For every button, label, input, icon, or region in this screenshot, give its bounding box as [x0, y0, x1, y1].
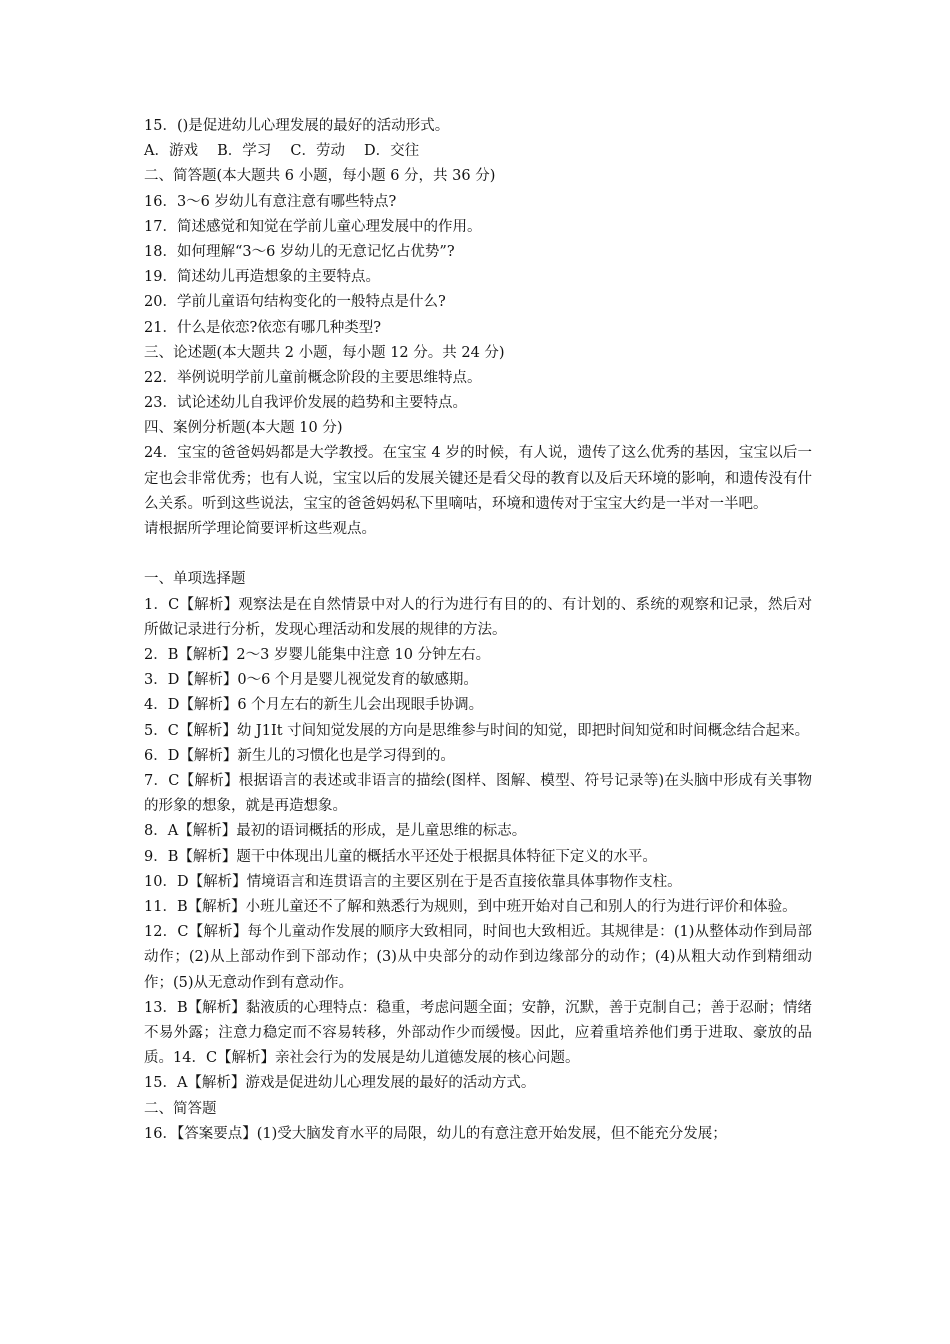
document-page — [144, 114, 812, 1147]
question-17: 17．简述感觉和知觉在学前儿童心理发展中的作用。 — [144, 218, 482, 235]
answer-10: 10．D【解析】情境语言和连贯语言的主要区别在于是否直接依靠具体事物作支柱。 — [144, 873, 682, 890]
answer-6: 6．D【解析】新生儿的习惯化也是学习得到的。 — [144, 747, 455, 764]
section-heading-short-answer: 二、简答题(本大题共 6 小题，每小题 6 分，共 36 分) — [144, 168, 496, 185]
question-21: 21．什么是依恋?依恋有哪几种类型? — [144, 319, 381, 336]
section-heading-essay: 三、论述题(本大题共 2 小题，每小题 12 分。共 24 分) — [144, 344, 505, 361]
question-23: 23．试论述幼儿自我评价发展的趋势和主要特点。 — [144, 395, 467, 412]
question-18: 18．如何理解“3～6 岁幼儿的无意记忆占优势”? — [144, 243, 455, 260]
answer-2: 2．B【解析】2～3 岁婴儿能集中注意 10 分钟左右。 — [144, 647, 491, 664]
answer-15: 15．A【解析】游戏是促进幼儿心理发展的最好的活动方式。 — [144, 1075, 536, 1092]
question-19: 19．简述幼儿再造想象的主要特点。 — [144, 269, 380, 286]
answer-3: 3．D【解析】0～6 个月是婴儿视觉发育的敏感期。 — [144, 672, 478, 689]
answer-16: 16．【答案要点】(1)受大脑发育水平的局限，幼儿的有意注意开始发展，但不能充分发展； — [144, 1125, 727, 1142]
section-heading-case-analysis: 四、案例分析题(本大题 10 分) — [144, 420, 343, 437]
answer-5: 5．C【解析】幼 J1It 寸间知觉发展的方向是思维参与时间的知觉，即把时间知觉和时间概念结合起来。 — [144, 722, 810, 739]
question-16: 16．3～6 岁幼儿有意注意有哪些特点? — [144, 193, 397, 210]
question-22: 22．举例说明学前儿童前概念阶段的主要思维特点。 — [144, 369, 482, 386]
answer-section-heading-choice: 一、单项选择题 — [144, 571, 246, 588]
answer-8: 8．A【解析】最初的语词概括的形成，是儿童思维的标志。 — [144, 823, 527, 840]
answer-12: 12．C【解析】每个儿童动作发展的顺序大致相同，时间也大致相近。其规律是：(1)从整体动作到局部动作；(2)从上部动作到下部动作；(3)从中央部分的动作到边缘部分的动作；(4)从粗大动作到精细动作；(5)从无意动作到有意动作。 — [144, 924, 812, 991]
answer-13-14: 13．B【解析】黏液质的心理特点：稳重，考虑问题全面；安静，沉默，善于克制自己；善于忍耐；情绪不易外露；注意力稳定而不容易转移，外部动作少而缓慢。因此，应着重培养他们勇于进取、豪放的品质。14．C【解析】亲社会行为的发展是幼儿道德发展的核心问题。 — [144, 999, 812, 1067]
question-15: 15．()是促进幼儿心理发展的最好的活动形式。 — [144, 118, 450, 134]
spacer — [144, 542, 812, 567]
answer-section-heading-short-answer: 二、简答题 — [144, 1100, 217, 1117]
answer-1: 1．C【解析】观察法是在自然情景中对人的行为进行有目的的、有计划的、系统的观察和记录，然后对所做记录进行分析，发现心理活动和发展的规律的方法。 — [144, 596, 812, 638]
answer-7: 7．C【解析】根据语言的表述或非语言的描绘(图样、图解、模型、符号记录等)在头脑中形成有关事物的形象的想象，就是再造想象。 — [144, 772, 812, 815]
answer-4: 4．D【解析】6 个月左右的新生儿会出现眼手协调。 — [144, 697, 484, 714]
question-20: 20．学前儿童语句结构变化的一般特点是什么? — [144, 294, 446, 311]
answer-9: 9．B【解析】题干中体现出儿童的概括水平还处于根据具体特征下定义的水平。 — [144, 848, 657, 865]
question-24-prompt: 请根据所学理论简要评析这些观点。 — [144, 521, 376, 538]
question-15-options: A．游戏 B．学习 C．劳动 D．交往 — [144, 143, 420, 160]
answer-11: 11．B【解析】小班儿童还不了解和熟悉行为规则，到中班开始对自己和别人的行为进行评价和体验。 — [144, 898, 797, 915]
question-24: 24．宝宝的爸爸妈妈都是大学教授。在宝宝 4 岁的时候，有人说，遗传了这么优秀的基因，宝宝以后一定也会非常优秀；也有人说，宝宝以后的发展关键还是看父母的教育以及后天环境的影响，和遗传没有什么关系。听到这些说法，宝宝的爸爸妈妈私下里嘀咕，环境和遗传对于宝宝大约是一半对一半吧。 — [144, 445, 812, 512]
